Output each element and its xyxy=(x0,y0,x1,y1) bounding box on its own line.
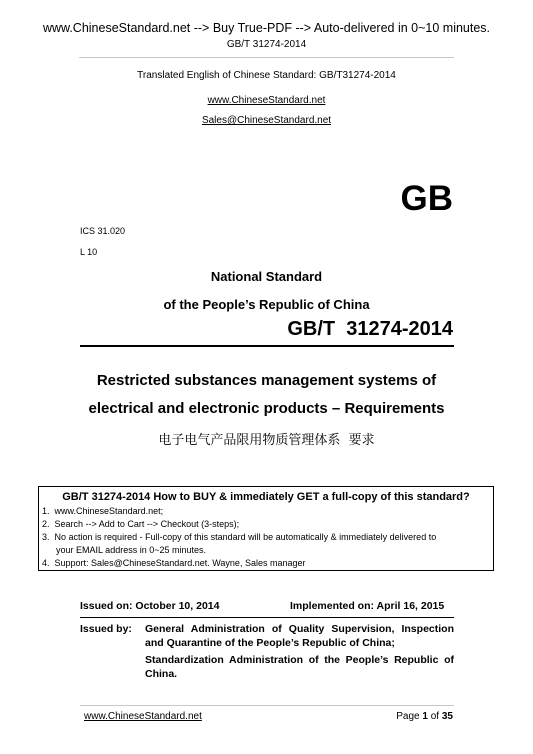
issued-by-block xyxy=(80,622,454,680)
header-doc-code: GB/T 31274-2014 xyxy=(226,39,307,50)
buy-box-title: GB/T 31274-2014 How to BUY & immediately GET a full-copy of this standard? xyxy=(62,491,470,503)
email-link-row xyxy=(0,110,533,128)
issued-on: Issued on: October 10, 2014 xyxy=(80,600,220,612)
title-line1: Restricted substances management systems of xyxy=(96,372,437,389)
top-banner: www.ChineseStandard.net --> Buy True-PDF --> Auto-delivered in 0~10 minutes. xyxy=(42,21,491,35)
buy-step: 3. No action is required - Full-copy of this standard will be automatically & immediately delivered to xyxy=(42,532,437,542)
page-total: 35 xyxy=(441,711,453,722)
class-code: L 10 xyxy=(80,247,98,257)
title-divider xyxy=(80,345,454,347)
implemented-on: Implemented on: April 16, 2015 xyxy=(290,600,445,612)
header-divider xyxy=(79,57,454,58)
website-link[interactable]: www.ChineseStandard.net xyxy=(207,95,326,106)
buy-instructions-box xyxy=(38,486,494,571)
footer-divider xyxy=(80,705,454,706)
website-link-row xyxy=(0,90,533,108)
translation-note: Translated English of Chinese Standard: GB/T31274-2014 xyxy=(137,70,396,81)
buy-step: 4. Support: Sales@ChineseStandard.net. Wayne, Sales manager xyxy=(42,558,306,568)
page-indicator: Page 1 of 35 xyxy=(396,711,453,722)
issue-divider xyxy=(80,617,454,618)
issued-by-authority-2: Standardization Administration of the People’s Republic of China. xyxy=(145,654,454,680)
buy-step: 1. www.ChineseStandard.net; xyxy=(42,506,164,516)
standard-number: GB/T 31274-2014 xyxy=(287,318,453,340)
buy-step-continuation: your EMAIL address in 0~25 minutes. xyxy=(56,545,206,555)
title-line2: electrical and electronic products – Requirements xyxy=(88,400,445,417)
national-standard-line1: National Standard xyxy=(210,269,323,284)
title-chinese: 电子电气产品限用物质管理体系 要求 xyxy=(158,433,375,448)
issued-by-authority-1: General Administration of Quality Supervision, Inspection and Quarantine of the People’s Republic of China; xyxy=(145,623,454,649)
national-standard-line2: of the People’s Republic of China xyxy=(163,297,370,312)
buy-step: 2. Search --> Add to Cart --> Checkout (3-steps); xyxy=(42,519,240,529)
ics-code: ICS 31.020 xyxy=(80,226,126,236)
footer-website-link[interactable]: www.ChineseStandard.net xyxy=(84,711,202,722)
issued-by-label: Issued by: xyxy=(80,623,132,635)
gb-mark: GB xyxy=(400,179,453,218)
email-link[interactable]: Sales@ChineseStandard.net xyxy=(201,115,332,126)
page-number: 1 xyxy=(422,711,428,722)
